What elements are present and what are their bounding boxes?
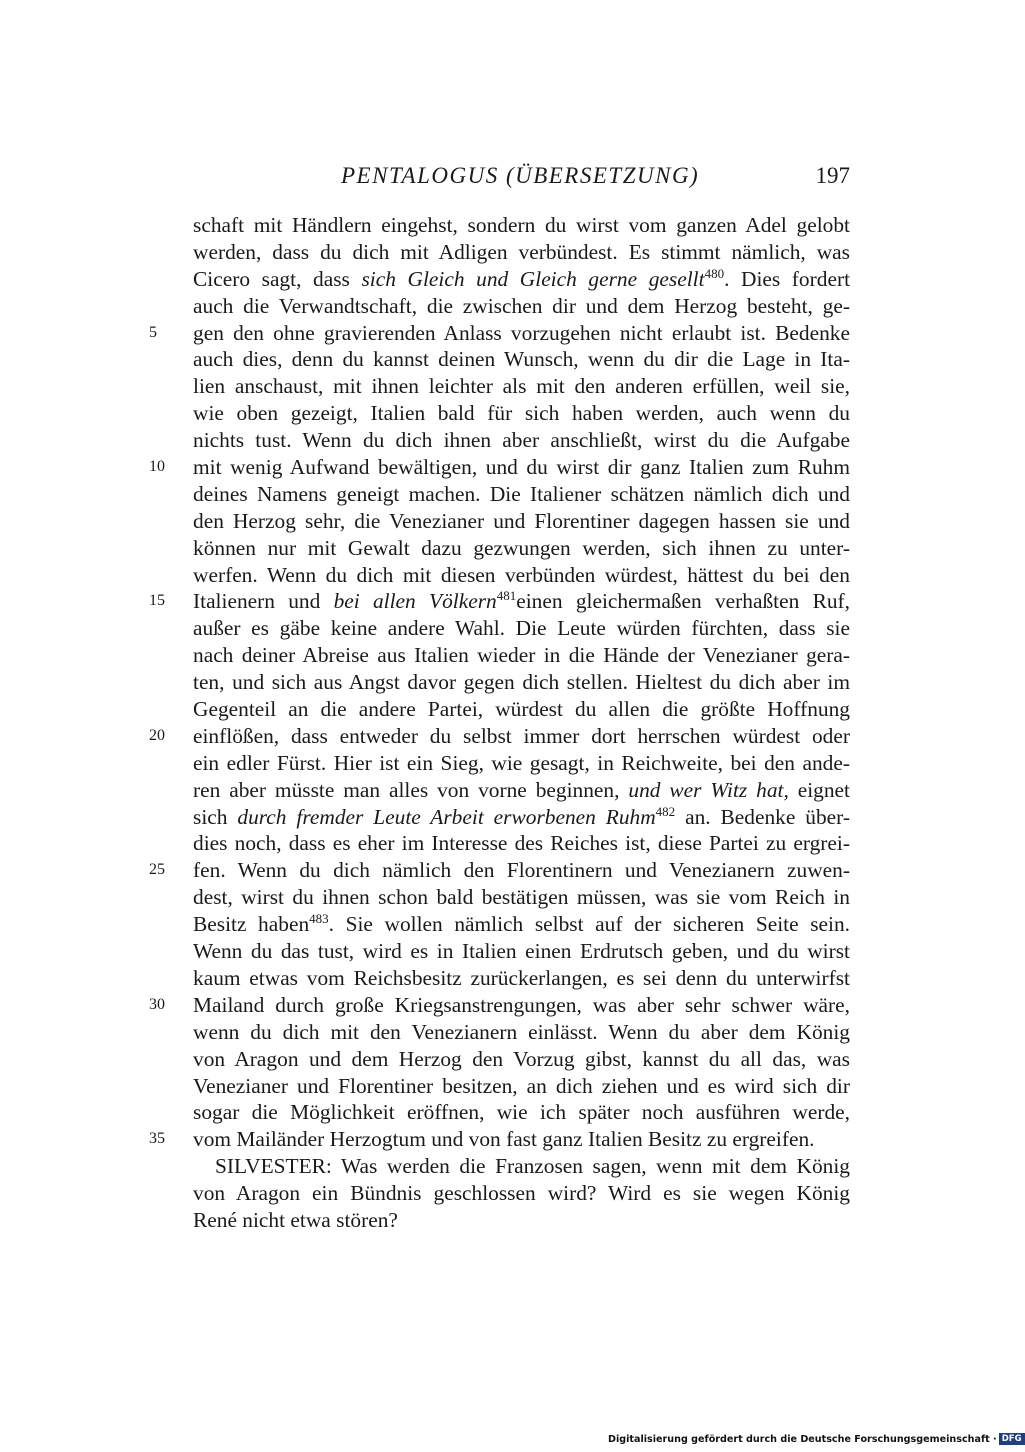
text-span: ten, und sich aus Angst davor gegen dich stellen. Hieltest du dich aber im (193, 670, 850, 695)
text-line (193, 239, 850, 266)
text-span: von Aragon und dem Herzog den Vorzug gibst, kannst du all das, was (193, 1046, 850, 1071)
text-span: den Herzog sehr, die Venezianer und Florentiner dagegen hassen sie und (193, 508, 850, 533)
text-line (193, 777, 850, 804)
text-span: Mailand durch große Kriegsanstrengungen, was aber sehr schwer wäre, (193, 992, 850, 1017)
text-line (149, 1126, 850, 1153)
running-title: PENTALOGUS (ÜBERSETZUNG) (341, 163, 700, 188)
main-text (149, 212, 851, 1234)
text-line (193, 1019, 850, 1046)
text-span: vom Mailänder Herzogtum und von fast ganz Italien Besitz zu ergreifen. (193, 1127, 815, 1152)
text-span: dies noch, dass es eher im Interesse des Reiches ist, diese Partei zu ergrei- (193, 831, 850, 856)
text-span: René nicht etwa stören? (193, 1207, 398, 1232)
text-line (193, 1099, 850, 1126)
text-span: ren aber müsste man alles von vorne beginnen, (193, 777, 629, 802)
text-span: werfen. Wenn du dich mit diesen verbünden würdest, hättest du bei den (193, 562, 850, 587)
text-line (149, 320, 850, 347)
text-span: sich (193, 804, 238, 829)
line-number: 30 (149, 995, 165, 1013)
text-line (149, 454, 850, 481)
text-line (193, 1180, 850, 1207)
text-span: lien anschaust, mit ihnen leichter als mit den anderen erfüllen, weil sie, (193, 374, 850, 399)
text-span: SILVESTER: Was werden die Franzosen sagen, wenn mit dem König (215, 1154, 850, 1179)
text-line (149, 857, 850, 884)
footnote-ref: 480 (704, 265, 725, 281)
text-span: fen. Wenn du dich nämlich den Florentinern und Venezianern zuwen- (193, 858, 850, 883)
text-span: Italienern und (193, 589, 334, 614)
text-span: einen gleichermaßen verhaßten Ruf, (516, 589, 851, 614)
text-span: können nur mit Gewalt dazu gezwungen werden, sich ihnen zu unter- (193, 535, 850, 560)
line-number: 20 (149, 726, 165, 744)
text-line (149, 992, 850, 1019)
text-span: wenn du dich mit den Venezianern einlässt. Wenn du aber dem König (193, 1019, 850, 1044)
text-span: an. Bedenke über- (675, 804, 850, 829)
footnote-ref: 481 (496, 588, 517, 604)
text-span: einflößen, dass entweder du selbst immer dort herrschen würdest oder (193, 723, 850, 748)
text-span: ein edler Fürst. Hier ist ein Sieg, wie gesagt, in Reichweite, bei den ande- (193, 750, 850, 775)
text-line (193, 911, 850, 938)
text-line (193, 481, 850, 508)
text-line (193, 293, 850, 320)
text-span: mit wenig Aufwand bewältigen, und du wirst dir ganz Italien zum Ruhm (193, 455, 850, 480)
text-span: deines Namens geneigt machen. Die Italiener schätzen nämlich dich und (193, 481, 850, 506)
text-line (193, 830, 850, 857)
text-span: von Aragon ein Bündnis geschlossen wird? Wird es sie wegen König (193, 1181, 850, 1206)
line-number: 10 (149, 458, 165, 476)
text-line (193, 642, 850, 669)
text-line (193, 884, 850, 911)
text-span: . Sie wollen nämlich selbst auf der sicheren Seite sein. (328, 912, 850, 937)
text-line (193, 804, 850, 831)
text-span: dest, wirst du ihnen schon bald bestätigen müssen, was sie vom Reich in (193, 885, 850, 910)
text-span: nichts tust. Wenn du dich ihnen aber anschließt, wirst du die Aufgabe (193, 428, 850, 453)
text-line (193, 965, 850, 992)
text-line (193, 212, 850, 239)
text-span: außer es gäbe keine andere Wahl. Die Leute würden fürchten, dass sie (193, 616, 850, 641)
text-line (193, 750, 850, 777)
quoted-text: durch fremder Leute Arbeit erworbenen Ruhm (237, 804, 656, 829)
page-number: 197 (815, 163, 850, 188)
text-line (193, 400, 850, 427)
footnote-ref: 483 (309, 911, 329, 927)
text-line (193, 266, 850, 293)
text-line (193, 427, 850, 454)
quoted-text: und wer Witz hat, (628, 777, 789, 802)
quoted-text: bei allen Völkern (333, 589, 497, 614)
text-line (193, 1073, 850, 1100)
text-span: Besitz haben (193, 912, 310, 937)
text-line (193, 1153, 850, 1180)
text-span: nach deiner Abreise aus Italien wieder in die Hände der Venezianer gera- (193, 643, 850, 668)
dfg-logo: DFG (999, 1433, 1025, 1445)
text-line (149, 588, 851, 615)
text-span: sogar die Möglichkeit eröffnen, wie ich später noch ausführen werde, (193, 1100, 850, 1125)
text-span: auch die Verwandtschaft, die zwischen dir und dem Herzog besteht, ge- (193, 293, 850, 318)
text-line (193, 696, 850, 723)
text-span: werden, dass du dich mit Adligen verbündest. Es stimmt nämlich, was (193, 239, 850, 264)
running-header (193, 163, 850, 197)
text-line (149, 723, 850, 750)
text-line (193, 346, 850, 373)
text-span: Cicero sagt, dass (193, 266, 362, 291)
text-line (193, 373, 850, 400)
footnote-ref: 482 (655, 803, 676, 819)
text-line (193, 1046, 850, 1073)
text-span: Venezianer und Florentiner besitzen, an dich ziehen und es wird sich dir (193, 1073, 850, 1098)
text-line (193, 669, 850, 696)
line-number: 25 (149, 861, 165, 879)
text-line (193, 535, 850, 562)
text-line (193, 938, 850, 965)
text-span: Wenn du das tust, wird es in Italien einen Erdrutsch geben, und du wirst (193, 939, 850, 964)
footer-credit (608, 1433, 1025, 1445)
line-number: 35 (149, 1130, 165, 1148)
text-line (193, 615, 850, 642)
text-line (193, 562, 850, 589)
line-number: 5 (149, 323, 157, 341)
text-line (193, 1207, 850, 1234)
text-line (193, 508, 850, 535)
text-span: gen den ohne gravierenden Anlass vorzugehen nicht erlaubt ist. Bedenke (193, 320, 850, 345)
text-span: Gegenteil an die andere Partei, würdest du allen die größte Hoffnung (193, 697, 850, 722)
line-number: 15 (149, 592, 165, 610)
footer-text: Digitalisierung gefördert durch die Deutsche Forschungsgemeinschaft · (608, 1434, 997, 1445)
quoted-text: sich Gleich und Gleich gerne gesellt (361, 266, 705, 291)
text-span: auch dies, denn du kannst deinen Wunsch, wenn du dir die Lage in Ita- (193, 347, 850, 372)
text-span: wie oben gezeigt, Italien bald für sich haben werden, auch wenn du (193, 401, 850, 426)
text-span: eignet (788, 777, 850, 802)
text-span: schaft mit Händlern eingehst, sondern du wirst vom ganzen Adel gelobt (193, 213, 850, 237)
text-span: . Dies fordert (724, 266, 851, 291)
text-span: kaum etwas vom Reichsbesitz zurückerlangen, es sei denn du unterwirfst (193, 965, 850, 990)
